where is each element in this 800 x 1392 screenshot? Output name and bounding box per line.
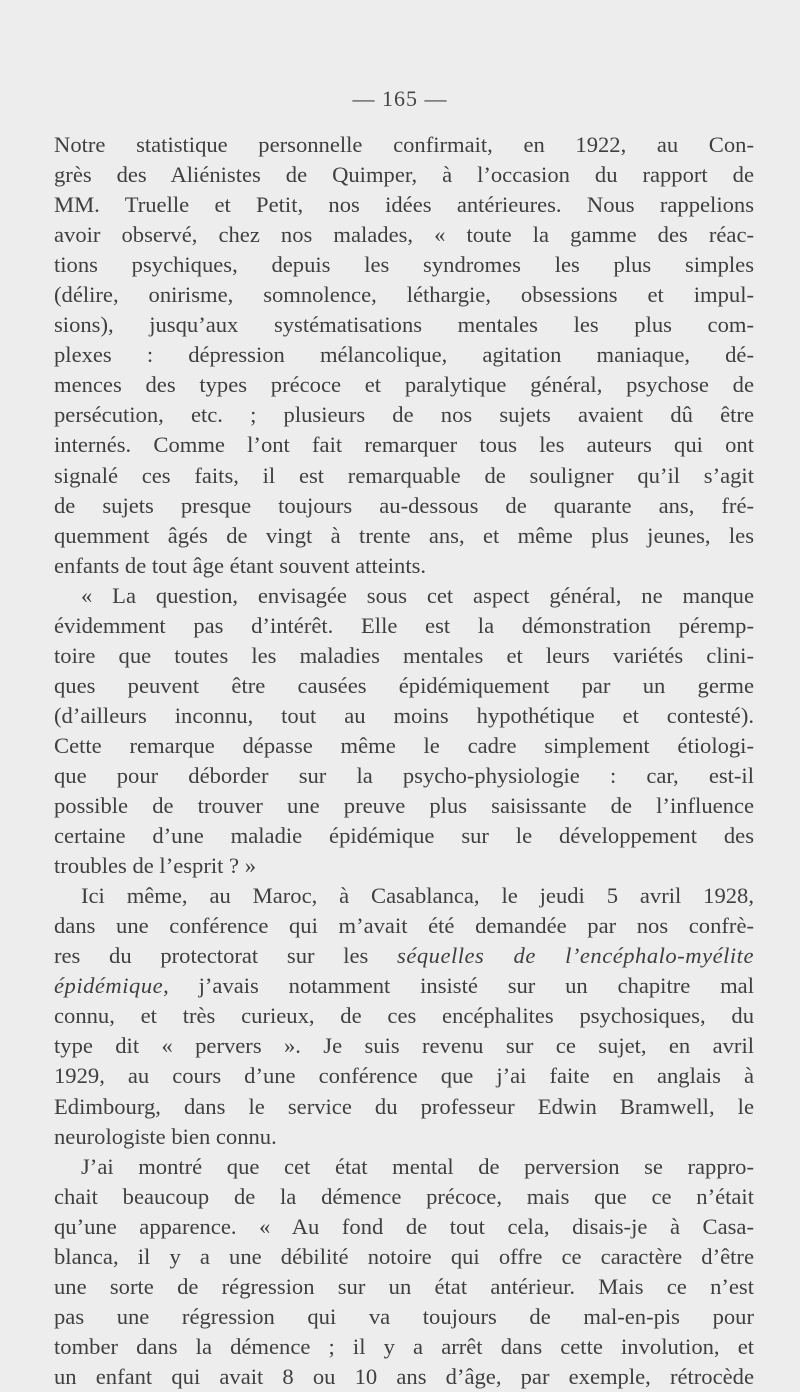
text-line: plexes : dépression mélancolique, agitation maniaque, dé- [54,342,754,368]
text-line: blanca, il y a une débilité notoire qui offre ce caractère d’être [54,1243,754,1269]
text-line: évidemment pas d’intérêt. Elle est la démonstration péremp- [54,612,754,638]
text-line: troubles de l’esprit ? » [54,853,257,879]
text-line: (délire, onirisme, somnolence, léthargie, obsessions et impul- [54,282,754,308]
text-line: J’ai montré que cet état mental de perversion se rappro- [81,1153,754,1179]
text-line: neurologiste bien connu. [54,1123,277,1149]
text-line: connu, et très curieux, de ces encéphalites psychosiques, du [54,1003,754,1029]
text-line: signalé ces faits, il est remarquable de souligner qu’il s’agit [54,462,754,488]
text-line [54,971,754,1001]
text-line [54,941,754,971]
text-line: mences des types précoce et paralytique général, psychose de [54,372,754,398]
text-line: que pour déborder sur la psycho-physiologie : car, est-il [54,762,754,788]
text-line: type dit « pervers ». Je suis revenu sur ce sujet, en avril [54,1033,754,1059]
text-line: Notre statistique personnelle confirmait, en 1922, au Con- [54,132,754,157]
text-line: « La question, envisagée sous cet aspect général, ne manque [81,582,754,608]
text-line: toire que toutes les maladies mentales et leurs variétés clini- [54,642,754,668]
text-line: de sujets presque toujours au-dessous de quarante ans, fré- [54,492,754,518]
text-line: pas une régression qui va toujours de mal-en-pis pour [54,1303,754,1329]
text-line: tomber dans la démence ; il y a arrêt dans cette involution, et [54,1333,754,1359]
italic-title: séquelles de l’encéphalo-myélite [397,943,754,969]
text-line: Edimbourg, dans le service du professeur Edwin Bramwell, le [54,1093,754,1119]
text-line: persécution, etc. ; plusieurs de nos sujets avaient dû être [54,402,754,428]
text-line: avoir observé, chez nos malades, « toute la gamme des réac- [54,222,754,248]
text-line: sions), jusqu’aux systématisations mentales les plus com- [54,312,754,338]
text-line: qu’une apparence. « Au fond de tout cela, disais-je à Casa- [54,1213,754,1239]
text-line: MM. Truelle et Petit, nos idées antérieures. Nous rappelions [54,192,754,218]
text-line: internés. Comme l’ont fait remarquer tous les auteurs qui ont [54,432,754,458]
page-number: — 165 — [352,86,448,111]
text-span: res du protectorat sur les [54,943,369,969]
text-line: possible de trouver une preuve plus saisissante de l’influence [54,793,754,819]
text-line: ques peuvent être causées épidémiquement par un germe [54,672,754,698]
text-line: 1929, au cours d’une conférence que j’ai faite en anglais à [54,1063,754,1089]
body-text [54,130,754,1392]
text-line: une sorte de régression sur un état antérieur. Mais ce n’est [54,1273,754,1299]
text-line: quemment âgés de vingt à trente ans, et même plus jeunes, les [54,522,754,548]
text-line: Ici même, au Maroc, à Casablanca, le jeudi 5 avril 1928, [81,883,754,909]
text-span: , j’avais notamment insisté sur un chapitre mal [163,973,754,999]
text-line: chait beaucoup de la démence précoce, mais que ce n’était [54,1183,754,1209]
text-line: Cette remarque dépasse même le cadre simplement étiologi- [54,732,754,758]
text-line: enfants de tout âge étant souvent atteints. [54,552,427,578]
text-line: grès des Aliénistes de Quimper, à l’occasion du rapport de [54,162,754,188]
text-line: (d’ailleurs inconnu, tout au moins hypothétique et contesté). [54,702,754,728]
text-line: dans une conférence qui m’avait été demandée par nos confrè- [54,913,754,939]
text-line: un enfant qui avait 8 ou 10 ans d’âge, par exemple, rétrocède [54,1363,754,1389]
text-line: certaine d’une maladie épidémique sur le développement des [54,823,754,849]
text-line: tions psychiques, depuis les syndromes les plus simples [54,252,754,278]
italic-title: épidémique [54,973,164,999]
